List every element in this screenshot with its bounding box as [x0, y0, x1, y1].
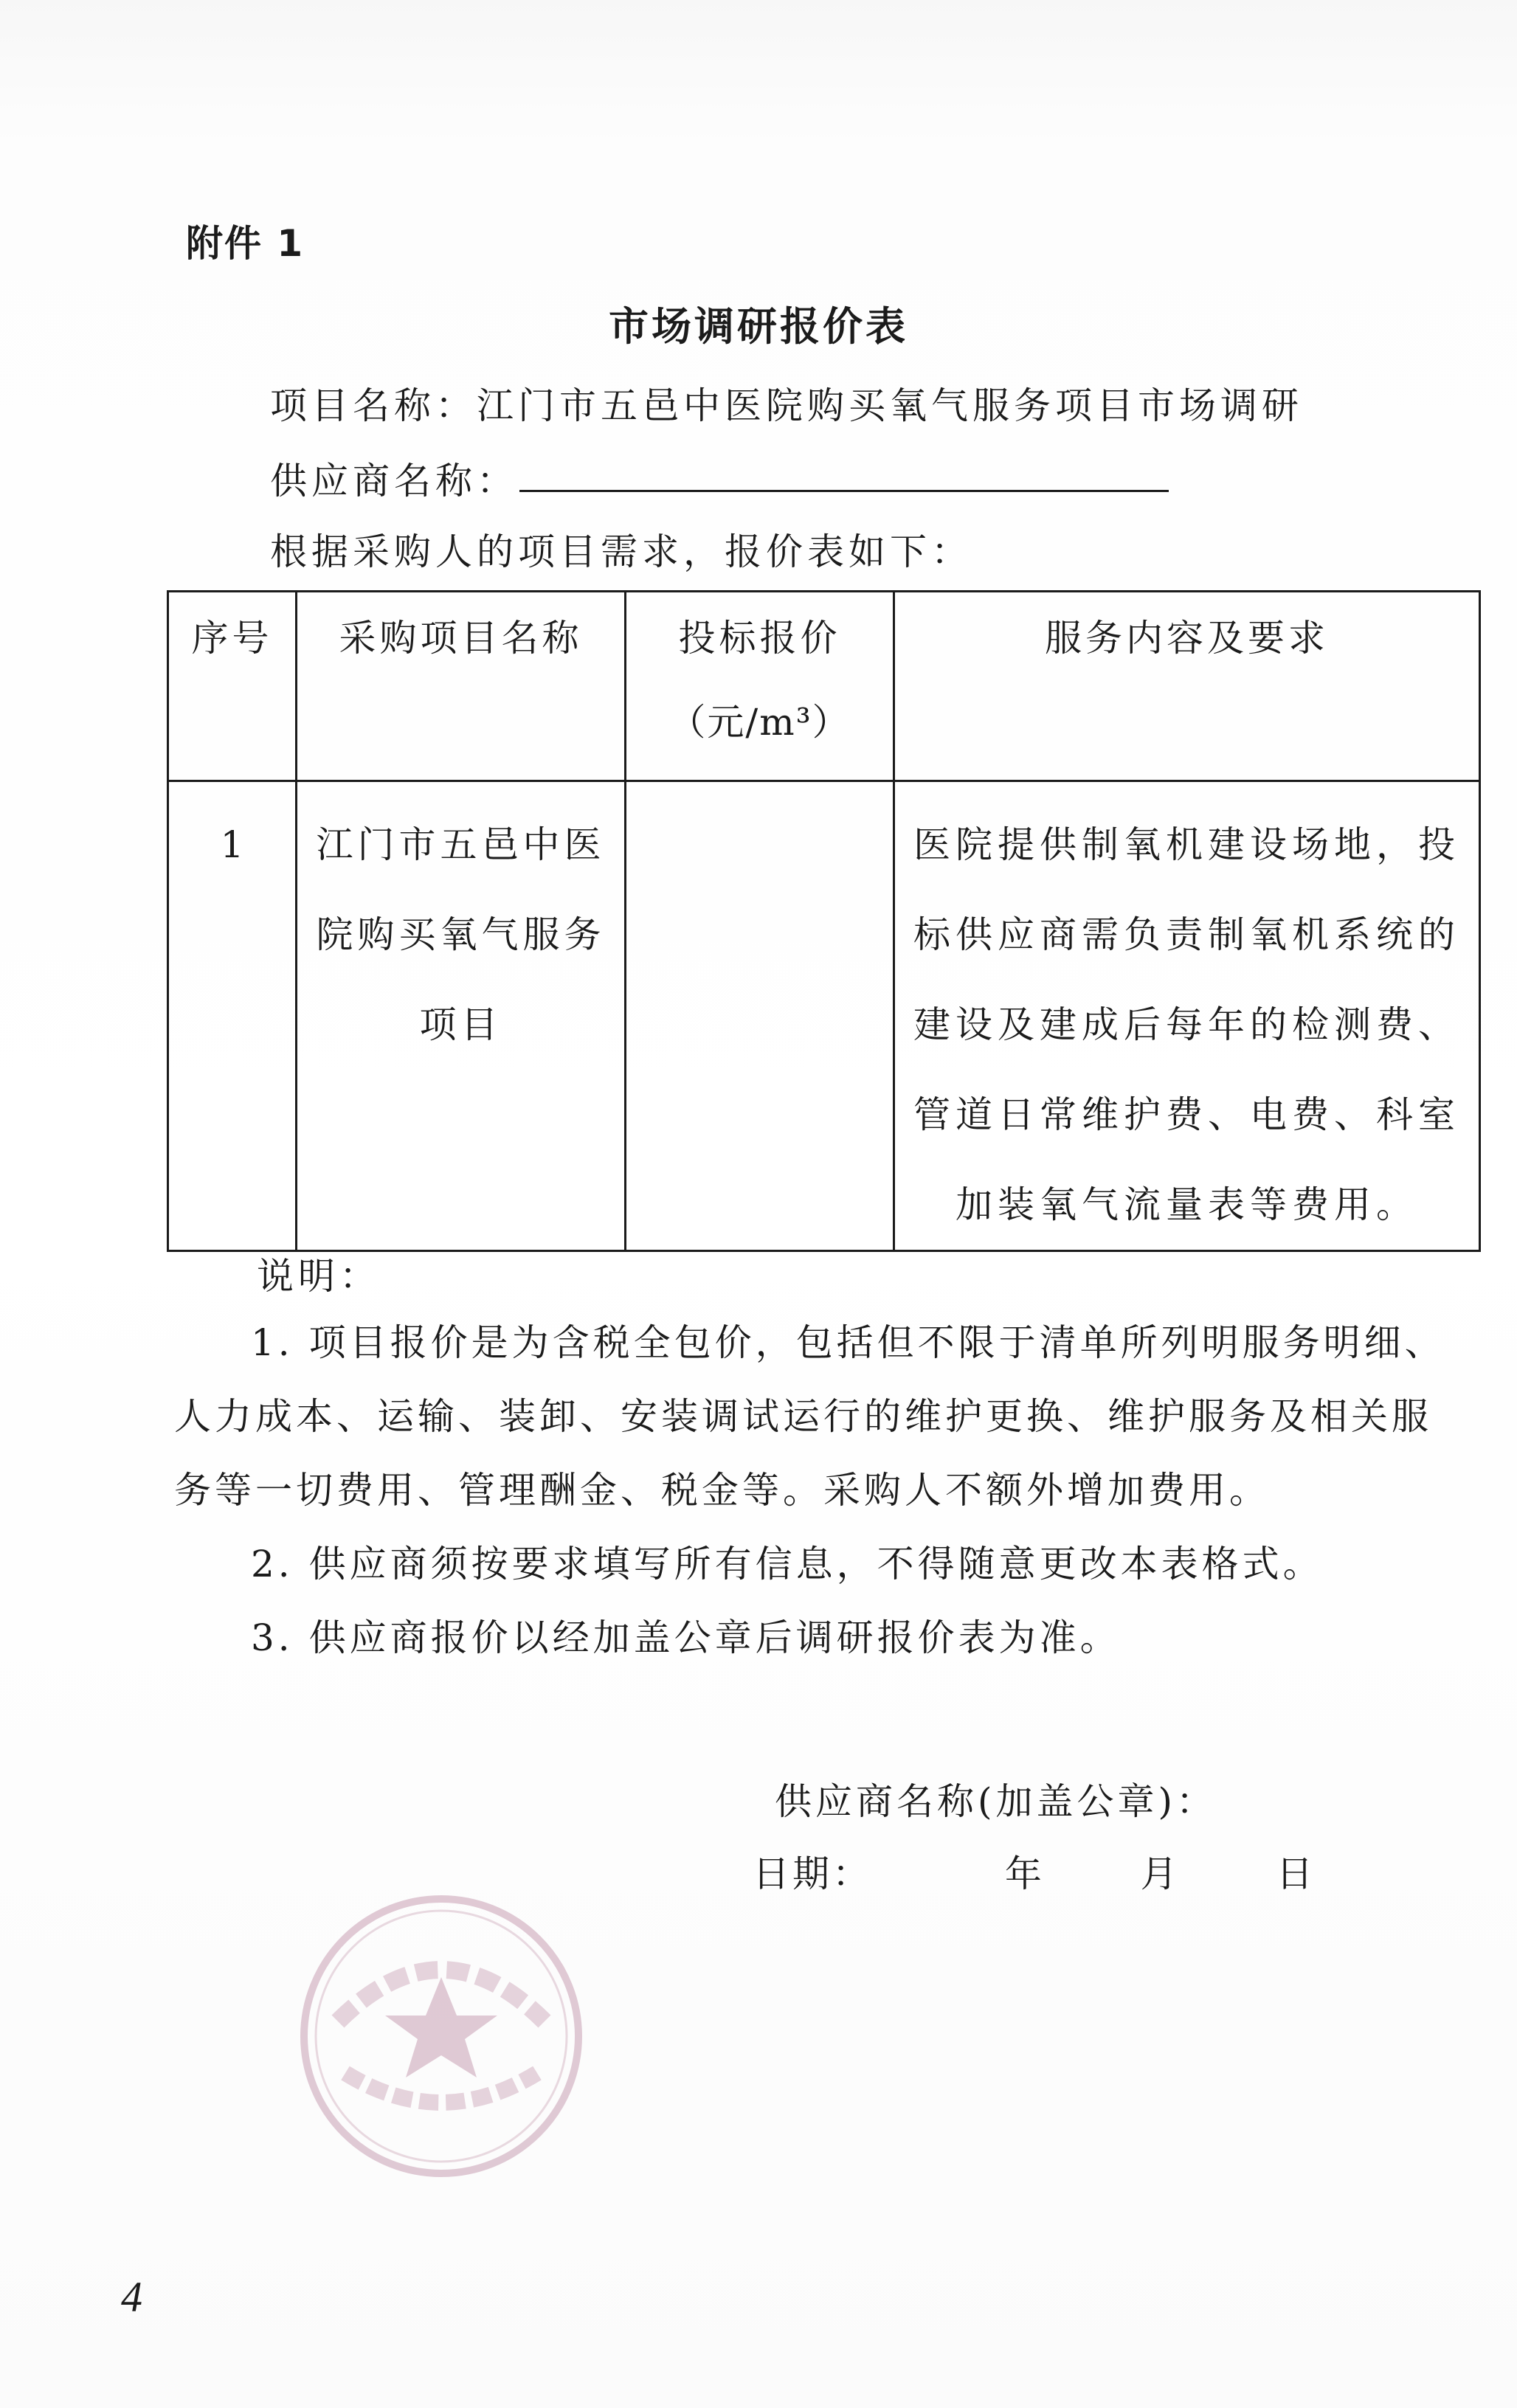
cell-price[interactable]	[626, 781, 894, 1251]
cell-service: 医院提供制氧机建设场地，投标供应商需负责制氧机系统的建设及建成后每年的检测费、管道日常维护费、电费、科室加装氧气流量表等费用。	[894, 781, 1480, 1251]
supplier-name-line	[270, 452, 1169, 505]
cell-seq: 1	[168, 781, 297, 1251]
intro-line: 根据采购人的项目需求，报价表如下：	[270, 530, 972, 573]
note-item-1: 1. 项目报价是为含税全包价，包括但不限于清单所列明服务明细、人力成本、运输、装卸、安装调试运行的维护更换、维护服务及相关服务等一切费用、管理酬金、税金等。采购人不额外增加费用。	[174, 1321, 1445, 1512]
cell-item-name: 江门市五邑中医院购买氧气服务项目	[297, 781, 626, 1251]
table-row	[168, 781, 1480, 1251]
header-price-label: 投标报价	[678, 617, 841, 660]
attachment-label: 附件 1	[186, 222, 305, 265]
quote-table	[167, 590, 1481, 1252]
note-item-3: 3. 供应商报价以经加盖公章后调研报价表为准。	[251, 1616, 1121, 1659]
supplier-seal-label: 供应商名称(加盖公章)：	[775, 1780, 1217, 1823]
page-number: 4	[121, 2273, 142, 2321]
notes-heading: 说明：	[257, 1255, 381, 1298]
date-line	[753, 1844, 1316, 1897]
date-year: 年	[1004, 1852, 1045, 1895]
header-price	[626, 592, 894, 781]
date-day: 日	[1276, 1852, 1316, 1895]
header-item-name: 采购项目名称	[297, 592, 626, 781]
note-item-2: 2. 供应商须按要求填写所有信息，不得随意更改本表格式。	[251, 1543, 1324, 1585]
supplier-name-label: 供应商名称：	[270, 460, 518, 502]
table-header-row	[168, 592, 1480, 781]
project-name-line: 项目名称：江门市五邑中医院购买氧气服务项目市场调研	[270, 384, 1303, 427]
supplier-name-blank[interactable]	[519, 452, 1169, 492]
header-seq: 序号	[168, 592, 297, 781]
header-price-unit: （元/m³）	[668, 701, 851, 744]
red-seal-icon	[294, 1889, 589, 2184]
date-month: 月	[1140, 1852, 1181, 1895]
page-title: 市场调研报价表	[609, 303, 908, 350]
date-label: 日期：	[753, 1852, 872, 1895]
header-service: 服务内容及要求	[894, 592, 1480, 781]
